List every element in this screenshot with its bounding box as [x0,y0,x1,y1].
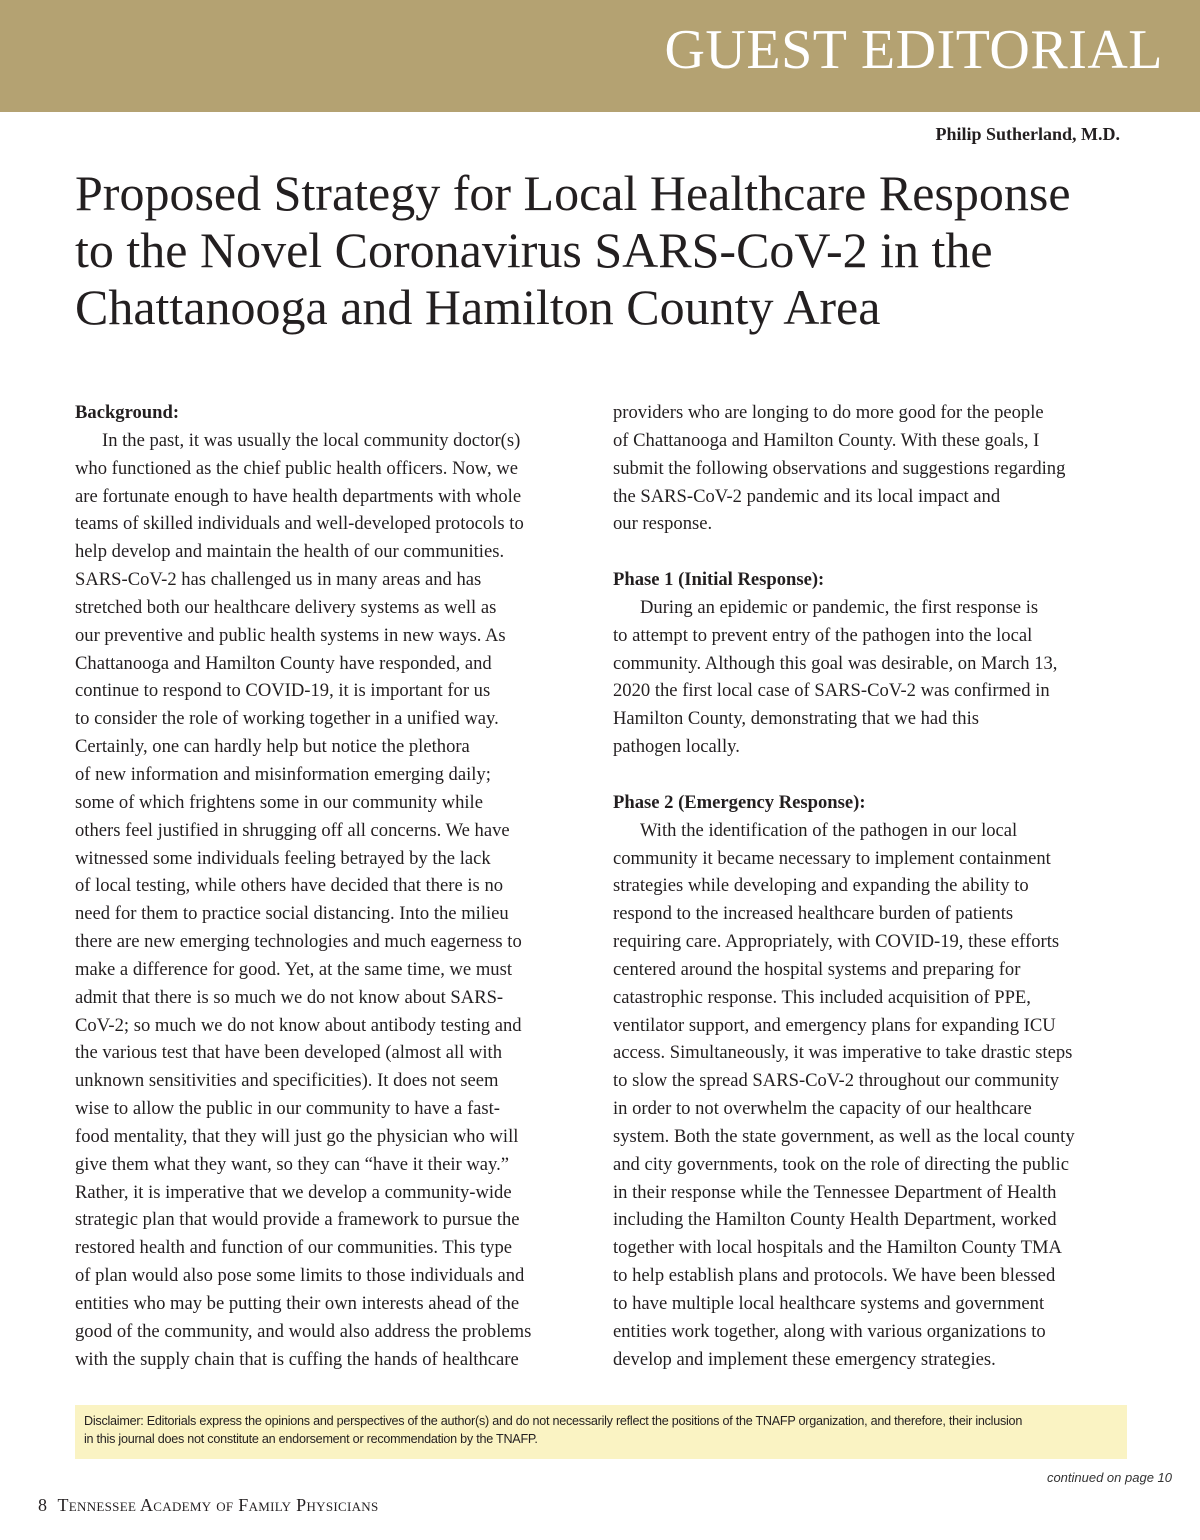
paragraph-line: requiring care. Appropriately, with COVID-19, these efforts [613,931,1060,953]
paragraph-line: teams of skilled individuals and well-developed protocols to [75,513,524,535]
author-byline: Philip Sutherland, M.D. [935,124,1120,144]
page-number: 8 [38,1495,47,1515]
paragraph-line: ventilator support, and emergency plans for expanding ICU [613,1014,1056,1036]
paragraph-line: submit the following observations and suggestions regarding [613,457,1066,479]
paragraph-line: pathogen locally. [613,736,740,758]
article-column-right [613,399,1125,1374]
paragraph-line: in their response while the Tennessee Department of Health [613,1181,1057,1203]
paragraph-line: Chattanooga and Hamilton County have responded, and [75,652,492,674]
disclaimer-text: Disclaimer: Editorials express the opinions and perspectives of the author(s) and do not necessarily reflect the positions of the TNAFP organization, and therefore, their inclusion [84,1414,1023,1428]
paragraph-line: of plan would also pose some limits to those individuals and [75,1265,525,1287]
paragraph-line: centered around the hospital systems and preparing for [613,958,1021,980]
paragraph-line: wise to allow the public in our community to have a fast- [75,1098,500,1120]
section-title: GUEST EDITORIAL [664,19,1163,81]
paragraph-line: in order to not overwhelm the capacity of our healthcare [613,1098,1032,1120]
section-heading: Background: [75,402,180,423]
paragraph-line: to have multiple local healthcare systems and government [613,1293,1045,1314]
page-footer [38,1495,379,1516]
section-heading: Phase 1 (Initial Response): [613,569,825,591]
paragraph-line: develop and implement these emergency strategies. [613,1348,996,1370]
paragraph-line: entities work together, along with various organizations to [613,1320,1046,1342]
paragraph-line: need for them to practice social distancing. Into the milieu [75,903,509,925]
paragraph-line: restored health and function of our communities. This type [75,1237,513,1259]
paragraph-line: there are new emerging technologies and much eagerness to [75,931,522,953]
paragraph-line: strategies while developing and expanding the ability to [613,875,1029,897]
paragraph-line: witnessed some individuals feeling betrayed by the lack [75,847,491,869]
paragraph-line: our response. [613,513,713,535]
paragraph-line: With the identification of the pathogen in our local [640,819,1018,841]
paragraph-line: During an epidemic or pandemic, the first response is [640,596,1039,618]
paragraph-line: of local testing, while others have decided that there is no [75,875,504,897]
paragraph-line: the SARS-CoV-2 pandemic and its local impact and [613,485,1001,507]
paragraph-line: access. Simultaneously, it was imperative to take drastic steps [613,1042,1073,1064]
paragraph-line: community. Although this goal was desirable, on March 13, [613,652,1058,674]
paragraph-line: our preventive and public health systems in new ways. As [75,624,506,646]
paragraph-line: entities who may be putting their own interests ahead of the [75,1293,520,1314]
paragraph-line: of Chattanooga and Hamilton County. With these goals, I [613,429,1040,451]
paragraph-line: and city governments, took on the role of directing the public [613,1153,1069,1175]
paragraph-line: to help establish plans and protocols. We have been blessed [613,1265,1056,1287]
paragraph-line: admit that there is so much we do not know about SARS- [75,986,504,1008]
paragraph-line: catastrophic response. This included acquisition of PPE, [613,986,1031,1008]
paragraph-line: food mentality, that they will just go the physician who will [75,1125,519,1147]
paragraph-line: with the supply chain that is cuffing the hands of healthcare [75,1348,519,1370]
paragraph-line: SARS-CoV-2 has challenged us in many areas and has [75,569,482,591]
continued-note: continued on page 10 [1046,1470,1172,1485]
paragraph-line: system. Both the state government, as well as the local county [613,1125,1075,1147]
article-headline [75,165,1155,336]
paragraph-line: community it became necessary to implement containment [613,847,1051,869]
paragraph-line: including the Hamilton County Health Department, worked [613,1209,1057,1231]
paragraph-line: who functioned as the chief public health officers. Now, we [75,457,519,479]
headline-line: to the Novel Coronavirus SARS-CoV-2 in the [75,222,993,278]
paragraph-line: Rather, it is imperative that we develop a community-wide [75,1181,512,1203]
paragraph-line: others feel justified in shrugging off all concerns. We have [75,819,510,841]
paragraph-line: help develop and maintain the health of our communities. [75,541,505,563]
paragraph-line: stretched both our healthcare delivery systems as well as [75,596,497,618]
paragraph-line: make a difference for good. Yet, at the same time, we must [75,958,512,980]
paragraph-line: some of which frightens some in our community while [75,791,483,813]
paragraph-line: CoV-2; so much we do not know about antibody testing and [75,1014,522,1036]
section-banner [0,0,1200,112]
headline-line: Chattanooga and Hamilton County Area [75,279,881,335]
paragraph-line: good of the community, and would also address the problems [75,1320,532,1342]
paragraph-line: to attempt to prevent entry of the pathogen into the local [613,624,1033,646]
publication-name: Tennessee Academy of Family Physicians [57,1495,379,1515]
paragraph-line: together with local hospitals and the Hamilton County TMA [613,1237,1062,1259]
section-heading: Phase 2 (Emergency Response): [613,791,866,813]
disclaimer-box [75,1405,1127,1459]
paragraph-line: are fortunate enough to have health departments with whole [75,485,522,507]
paragraph-spacer [613,538,1125,566]
paragraph-line: In the past, it was usually the local community doctor(s) [102,429,521,451]
paragraph-line: Hamilton County, demonstrating that we had this [613,708,979,730]
paragraph-line: unknown sensitivities and specificities). It does not seem [75,1070,499,1092]
paragraph-line: respond to the increased healthcare burden of patients [613,903,1014,925]
paragraph-line: to consider the role of working together in a unified way. [75,708,499,730]
paragraph-line: Certainly, one can hardly help but notice the plethora [75,736,470,758]
paragraph-spacer [613,761,1125,789]
paragraph-line: to slow the spread SARS-CoV-2 throughout our community [613,1070,1060,1092]
paragraph-line: providers who are longing to do more good for the people [613,402,1044,423]
paragraph-line: the various test that have been developed (almost all with [75,1042,503,1064]
disclaimer-text: in this journal does not constitute an endorsement or recommendation by the TNAFP. [84,1432,538,1446]
headline-line: Proposed Strategy for Local Healthcare Response [75,165,1071,221]
paragraph-line: give them what they want, so they can “have it their way.” [75,1153,510,1175]
paragraph-line: of new information and misinformation emerging daily; [75,763,491,785]
article-column-left [75,399,587,1374]
paragraph-line: continue to respond to COVID-19, it is important for us [75,680,491,702]
paragraph-line: 2020 the first local case of SARS-CoV-2 was confirmed in [613,680,1050,702]
paragraph-line: strategic plan that would provide a framework to pursue the [75,1209,520,1231]
